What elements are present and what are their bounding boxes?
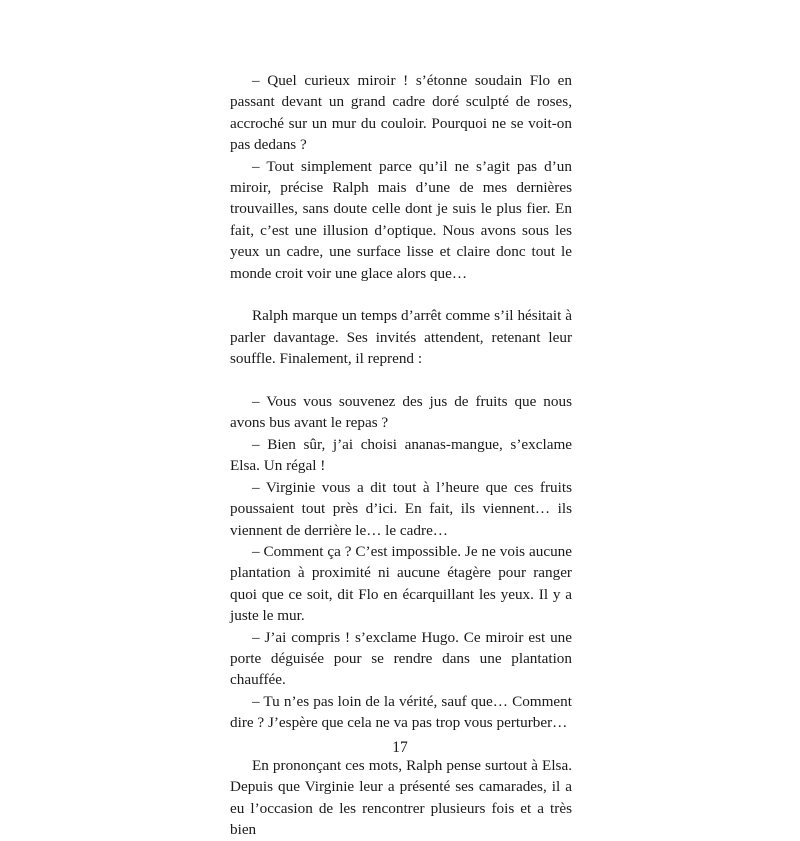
paragraph-gap bbox=[230, 370, 572, 391]
paragraph-gap bbox=[230, 284, 572, 305]
paragraph-elsa-ananas: – Bien sûr, j’ai choisi ananas-mangue, s’exclame Elsa. Un régal ! bbox=[230, 435, 572, 475]
paragraph-ralph-illusion: – Tout simplement parce qu’il ne s’agit pas d’un miroir, précise Ralph mais d’une de mes dernières trouvailles, sans doute celle dont je suis le plus fier. En fait, c’est une illusion d’optique. Nous avons sous les yeux un cadre, une surface lisse et claire donc tout le monde croit voir une glace alors que… bbox=[230, 157, 572, 282]
page-number: 17 bbox=[392, 739, 408, 756]
paragraph-jus-de-fruits: – Vous vous souvenez des jus de fruits que nous avons bus avant le repas ? bbox=[230, 393, 572, 432]
page-text bbox=[230, 70, 572, 841]
paragraph-ralph-pause: Ralph marque un temps d’arrêt comme s’il hésitait à parler davantage. Ses invités attendent, retenant leur souffle. Finalement, il reprend : bbox=[230, 307, 572, 368]
paragraph-ralph-verite: – Tu n’es pas loin de la vérité, sauf que… Comment dire ? J’espère que cela ne va pas trop vous perturber… bbox=[230, 692, 572, 732]
paragraph-virginie-fruits: – Virginie vous a dit tout à l’heure que ces fruits poussaient tout près d’ici. En fait, ils viennent… ils viennent de derrière le… le cadre… bbox=[230, 478, 572, 539]
paragraph-ralph-elsa: En prononçant ces mots, Ralph pense surtout à Elsa. Depuis que Virginie leur a présenté ses camarades, il a eu l’occasion de les rencontrer plusieurs fois et a très bien bbox=[230, 756, 572, 839]
paragraph-flo-mirror: – Quel curieux miroir ! s’étonne soudain Flo en passant devant un grand cadre doré sculpté de roses, accroché sur un mur du couloir. Pourquoi ne se voit-on pas dedans ? bbox=[230, 72, 572, 154]
paragraph-flo-impossible: – Comment ça ? C’est impossible. Je ne vois aucune plantation à proximité ni aucune étagère pour ranger quoi que ce soit, dit Flo en écarquillant les yeux. Il y a juste le mur. bbox=[230, 542, 572, 625]
paragraph-hugo-porte: – J’ai compris ! s’exclame Hugo. Ce miroir est une porte déguisée pour se rendre dans une plantation chauffée. bbox=[230, 628, 572, 689]
